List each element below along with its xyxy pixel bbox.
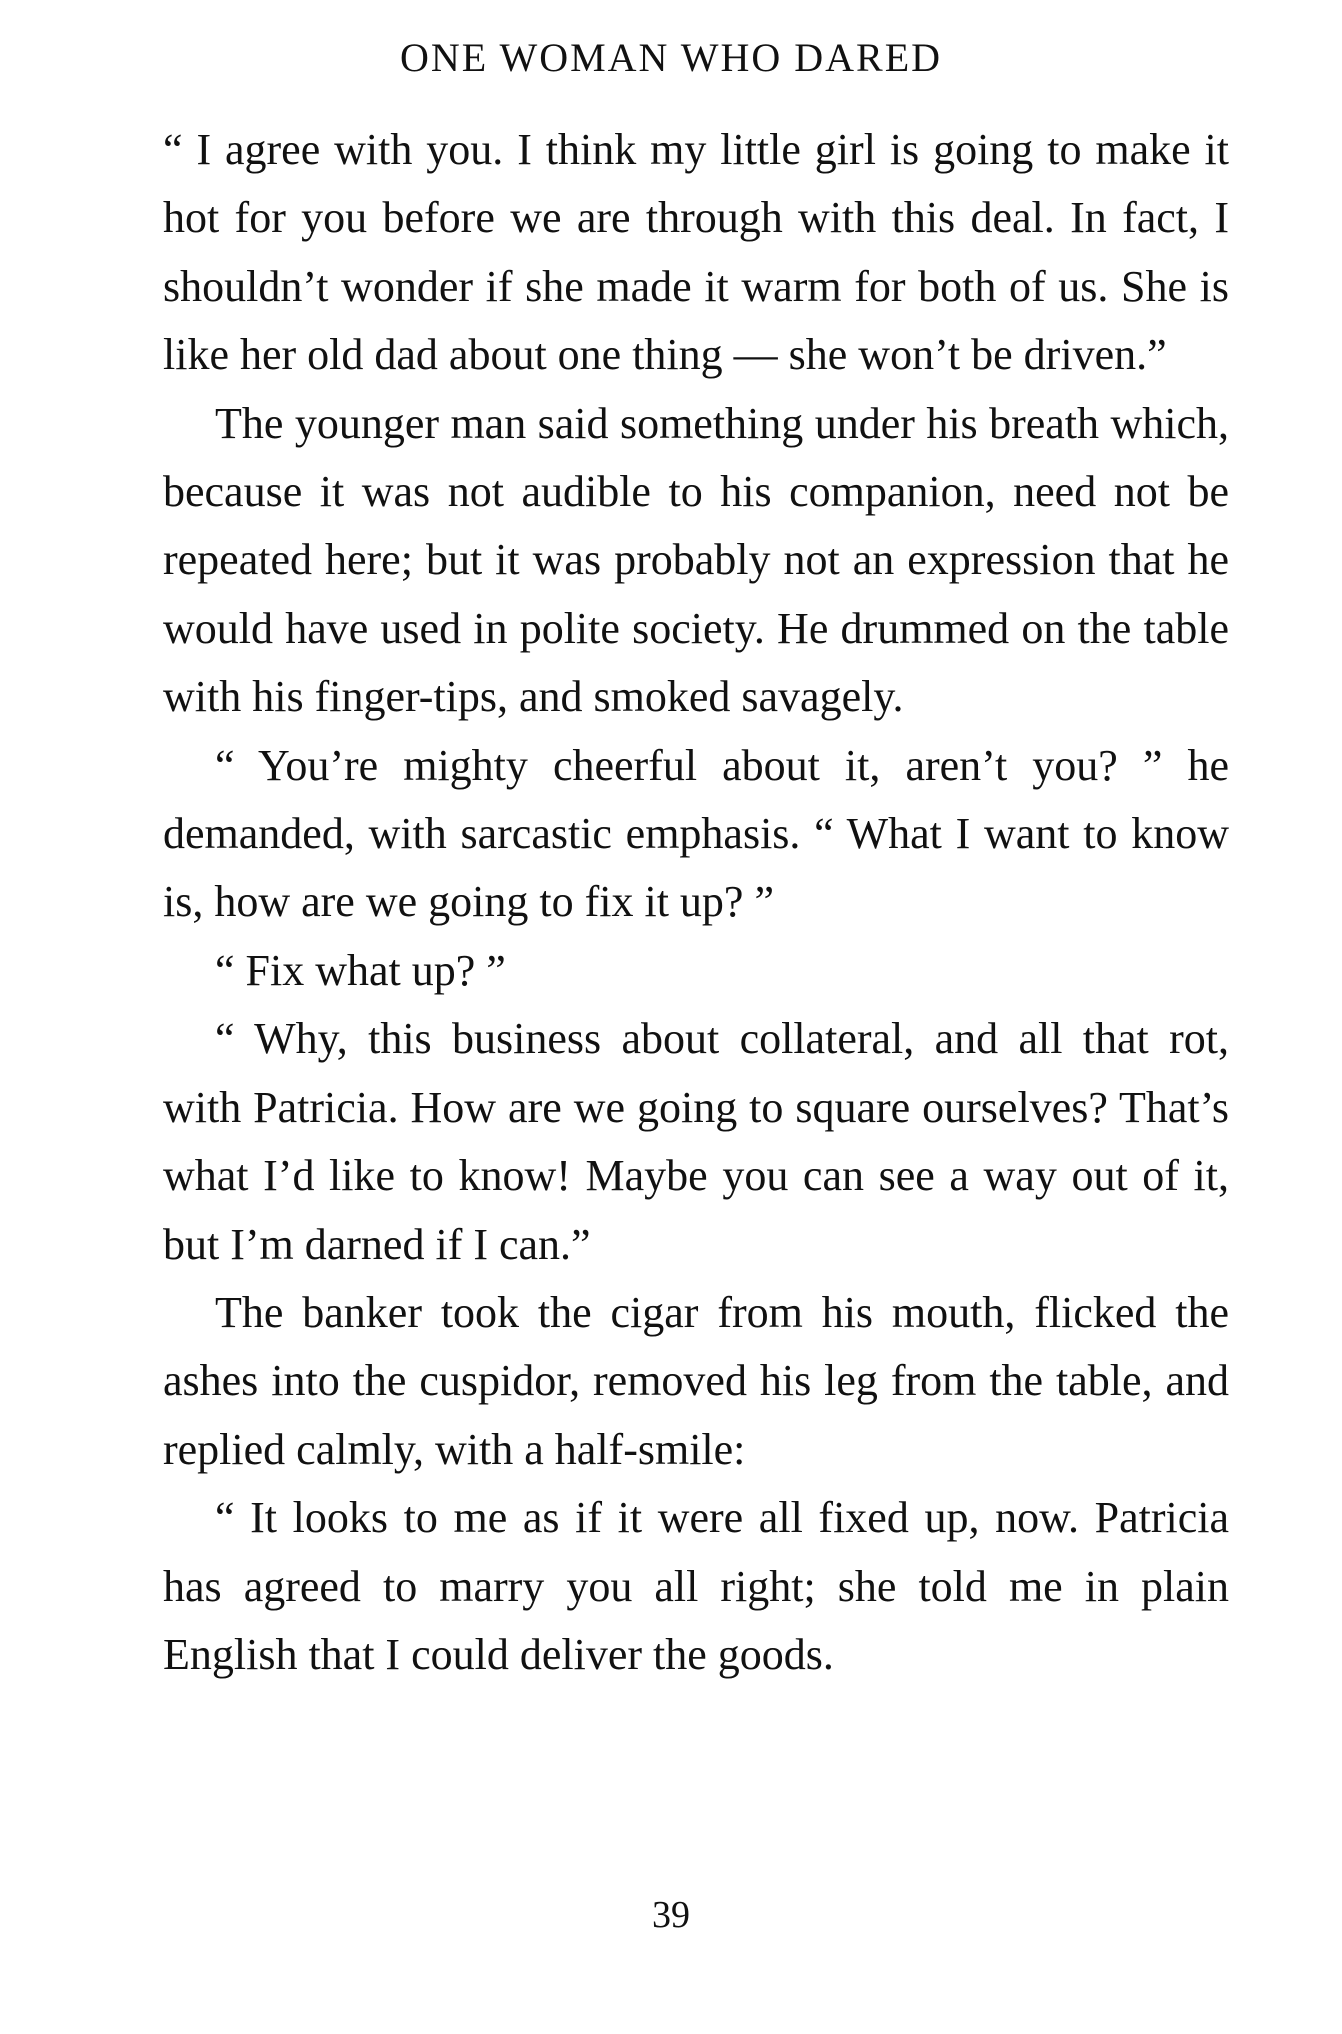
page-number: 39: [652, 1894, 690, 1936]
running-head-title: ONE WOMAN WHO DARED: [399, 35, 943, 80]
paragraph-4: “ Fix what up? ”: [215, 945, 506, 995]
paragraph-1: “ I agree with you. I think my little girl is going to make it hot for you before we are through with this deal. In fact, I shouldn’t wonder if she made it warm for both of us. She is like her old dad about one thing — she won’t be driven.”: [163, 125, 1229, 380]
paragraph-7: “ It looks to me as if it were all fixed up, now. Patricia has agreed to marry you all right; she told me in plain English that I could deliver the goods.: [163, 1493, 1229, 1679]
paragraph-3: “ You’re mighty cheerful about it, aren’t you? ” he demanded, with sarcastic emphasis. “ What I want to know is, how are we going to fix it up? ”: [163, 740, 1229, 927]
paragraph-5: “ Why, this business about collateral, and all that rot, with Patricia. How are we going to square ourselves? That’s what I’d like to know! Maybe you can see a way out of it, but I’m darned if I can.”: [163, 1014, 1229, 1269]
paragraph-2: The younger man said something under his breath which, because it was not audible to his companion, need not be repeated here; but it was probably not an expression that he would have used in polite society. He drummed on the table with his finger-tips, and smoked savagely.: [163, 398, 1229, 722]
paragraph-6: The banker took the cigar from his mouth, flicked the ashes into the cuspidor, removed his leg from the table, and replied calmly, with a half-smile:: [163, 1287, 1229, 1474]
body-text: [163, 116, 1229, 1689]
